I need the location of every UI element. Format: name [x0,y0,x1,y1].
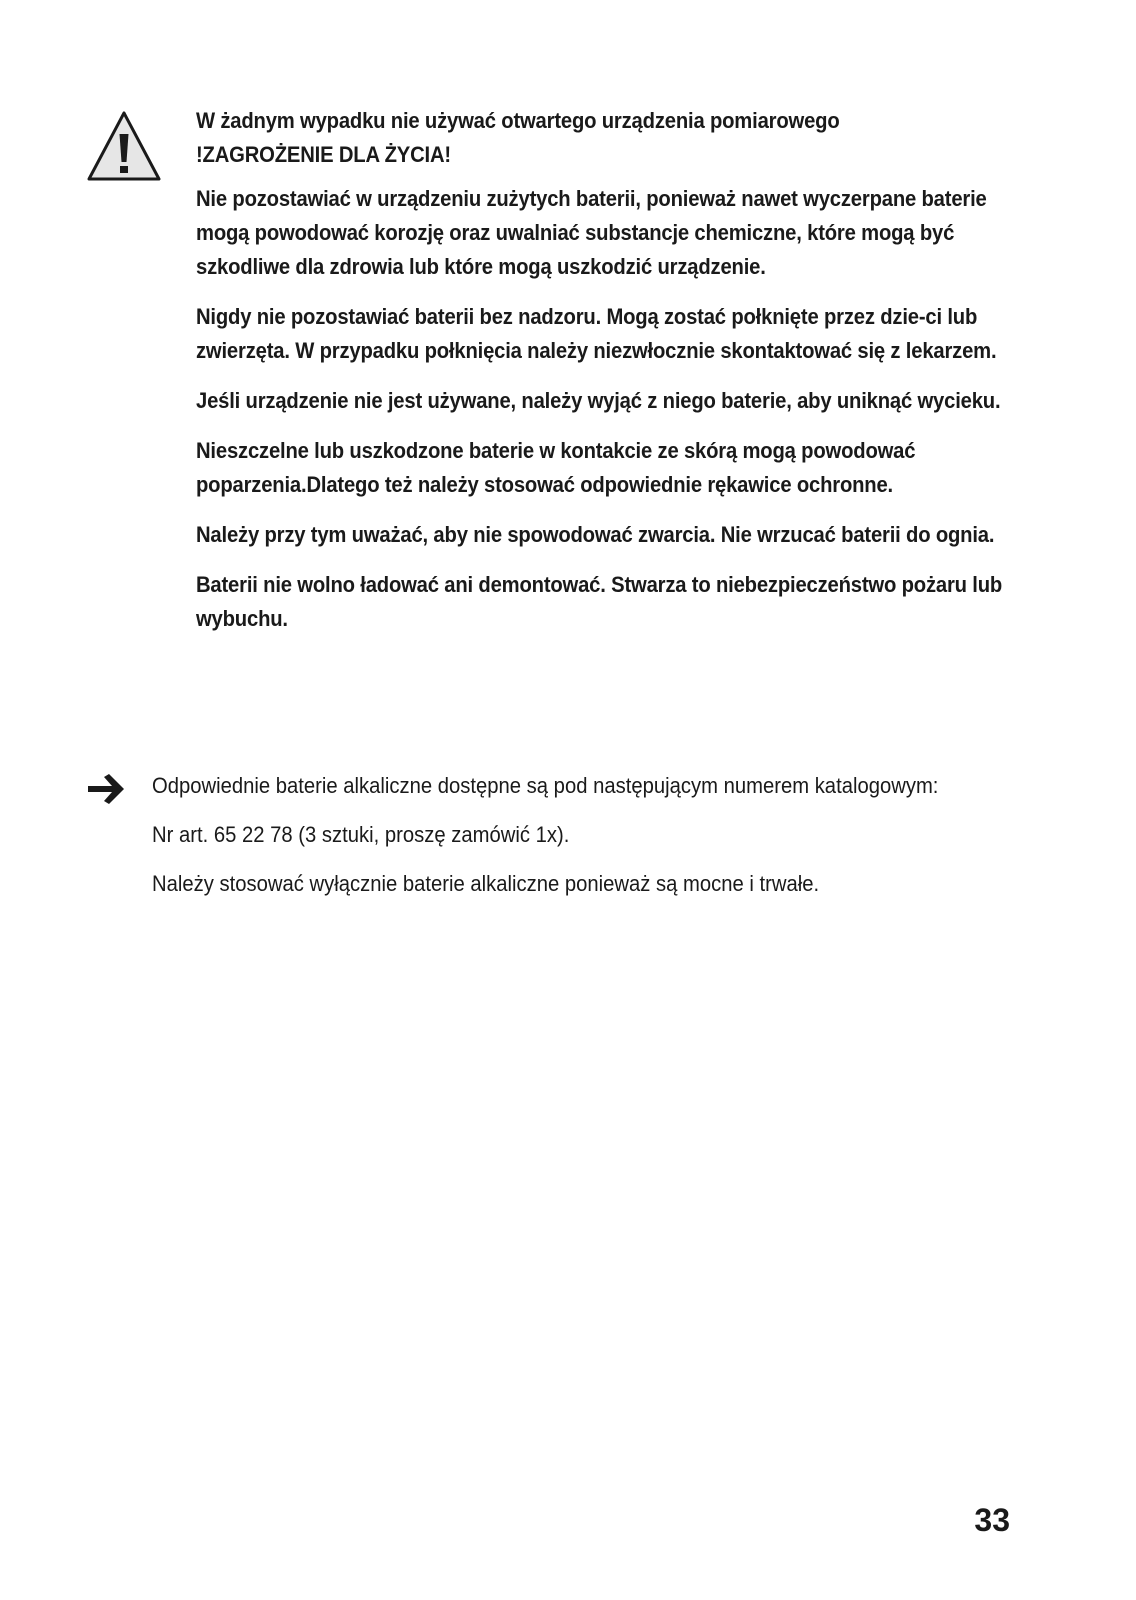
warning-paragraph-5: Nieszczelne lub uszkodzone baterie w kontakcie ze skórą mogą powodować poparzenia.Dlatego też należy stosować odpowiednie rękawice ochronne. [196,438,916,497]
note-line-alkaline: Należy stosować wyłącznie baterie alkaliczne ponieważ są mocne i trwałe. [152,871,820,896]
warning-triangle-icon [86,110,162,182]
warning-line-1b: !ZAGROŻENIE DLA ŻYCIA! [196,142,451,167]
warning-line-1a: W żadnym wypadku nie używać otwartego urządzenia pomiarowego [196,108,840,133]
page-number: 33 [974,1502,1010,1538]
note-line-article: Nr art. 65 22 78 (3 sztuki, proszę zamówić 1x). [152,822,570,847]
warning-paragraph-6: Należy przy tym uważać, aby nie spowodować zwarcia. Nie wrzucać baterii do ognia. [196,522,995,547]
warning-paragraph-2: Nie pozostawiać w urządzeniu zużytych baterii, ponieważ nawet wyczerpane baterie mogą powodować korozję oraz uwalniać substancje chemiczne, które mogą być szkodliwe dla zdrowia lub które mogą uszkodzić urządzenie. [196,186,987,279]
warning-paragraph-1 [196,104,1021,172]
note-line-catalog: Odpowiednie baterie alkaliczne dostępne są pod następującym numerem katalogowym: [152,773,939,798]
battery-warnings [196,104,1026,652]
warning-paragraph-3: Nigdy nie pozostawiać baterii bez nadzoru. Mogą zostać połknięte przez dzie-ci lub zwierzęta. W przypadku połknięcia należy niezwłocznie skontaktować się z lekarzem. [196,304,997,363]
arrow-right-icon [86,773,126,805]
battery-note [152,769,1032,916]
warning-paragraph-7: Baterii nie wolno ładować ani demontować. Stwarza to niebezpieczeństwo pożaru lub wybuchu. [196,572,1003,631]
warning-paragraph-4: Jeśli urządzenie nie jest używane, należy wyjąć z niego baterie, aby uniknąć wycieku. [196,388,1001,413]
